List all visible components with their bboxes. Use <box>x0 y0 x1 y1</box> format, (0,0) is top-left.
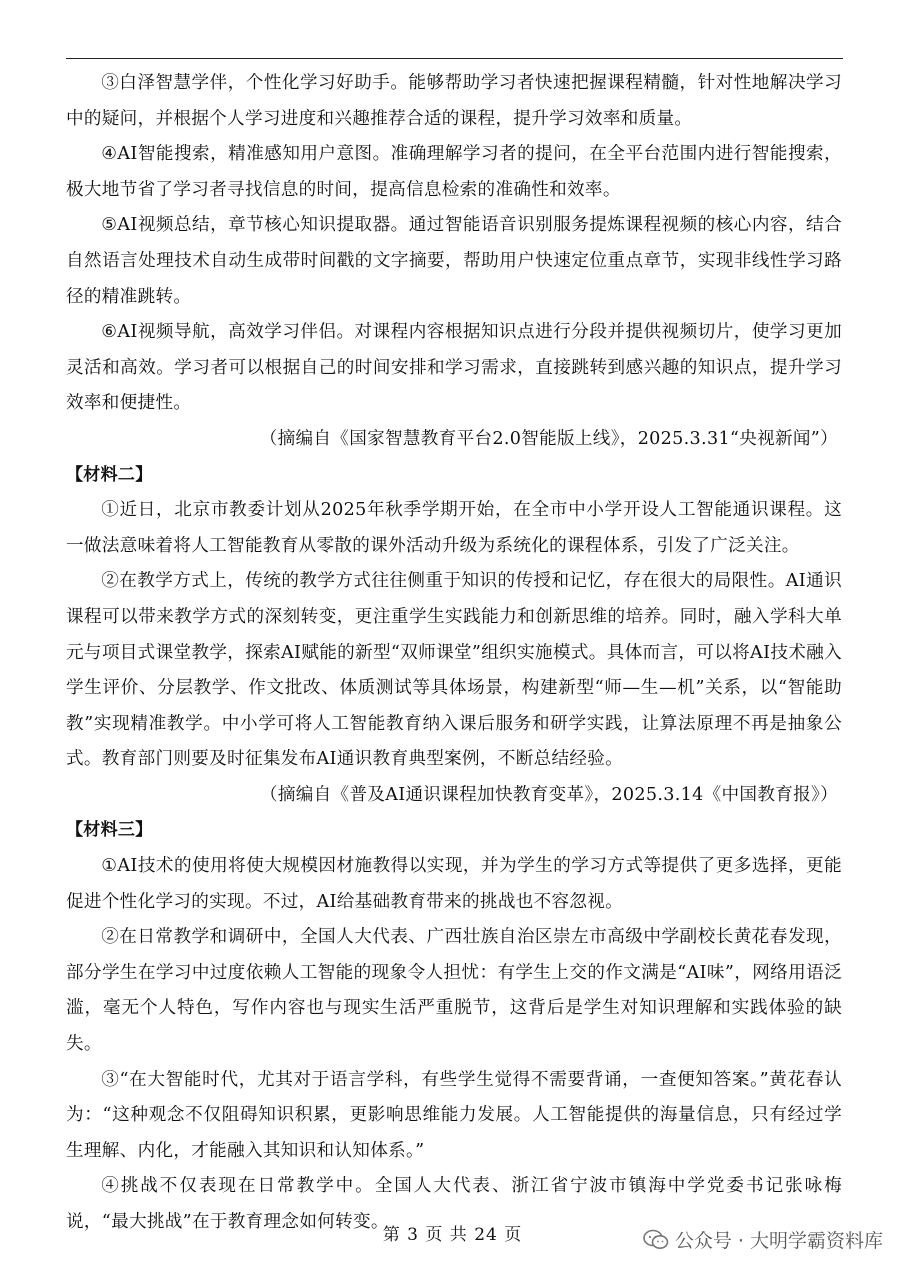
paragraph-5: ①近日，北京市教委计划从2025年秋季学期开始，在全市中小学开设人工智能通识课程。这一做法意味着将人工智能教育从零散的课外活动升级为系统化的课程体系，引发了广泛关注。 <box>66 500 842 556</box>
watermark <box>643 1226 883 1253</box>
document-body <box>66 66 842 1241</box>
paragraph-9: ③“在大智能时代，尤其对于语言学科，有些学生觉得不需要背诵，一查便知答案。”黄花春认为：“这种观念不仅阻碍知识积累，更影响思维能力发展。人工智能提供的海量信息，只有经过学生理解、内化，才能融入其知识和认知体系。” <box>66 1069 842 1161</box>
paragraph-7: ①AI技术的使用将使大规模因材施教得以实现，并为学生的学习方式等提供了更多选择，更能促进个性化学习的实现。不过，AI给基础教育带来的挑战也不容忽视。 <box>66 856 842 912</box>
section-heading-material-2: 【材料二】 <box>66 464 153 485</box>
paragraph-4: ⑥AI视频导航，高效学习伴侣。对课程内容根据知识点进行分段并提供视频切片，使学习更加灵活和高效。学习者可以根据自己的时间安排和学习需求，直接跳转到感兴趣的知识点，提升学习效率和便捷性。 <box>66 322 842 414</box>
paragraph-10: ④挑战不仅表现在日常教学中。全国人大代表、浙江省宁波市镇海中学党委书记张咏梅说，“最大挑战”在于教育理念如何转变。 <box>66 1176 842 1232</box>
watermark-text: 公众号 · 大明学霸资料库 <box>674 1230 883 1252</box>
source-citation-2: （摘编自《普及AI通识课程加快教育变革》，2025.3.14《中国教育报》） <box>259 784 838 805</box>
paragraph-2: ④AI智能搜索，精准感知用户意图。准确理解学习者的提问，在全平台范围内进行智能搜索，极大地节省了学习者寻找信息的时间，提高信息检索的准确性和效率。 <box>66 144 842 200</box>
page-number: 第 3 页 共 24 页 <box>382 1225 523 1245</box>
paragraph-6: ②在教学方式上，传统的教学方式往往侧重于知识的传授和记忆，存在很大的局限性。AI通识课程可以带来教学方式的深刻转变，更注重学生实践能力和创新思维的培养。同时，融入学科大单元与项目式课堂教学，探索AI赋能的新型“双师课堂”组织实施模式。具体而言，可以将AI技术融入学生评价、分层教学、作文批改、体质测试等具体场景，构建新型“师—生—机”关系，以“智能助教”实现精准教学。中小学可将人工智能教育纳入课后服务和研学实践，让算法原理不再是抽象公式。教育部门则要及时征集发布AI通识教育典型案例，不断总结经验。 <box>66 571 842 770</box>
source-citation-1: （摘编自《国家智慧教育平台2.0智能版上线》，2025.3.31“央视新闻”） <box>259 428 838 449</box>
wechat-icon <box>643 1229 669 1251</box>
paragraph-8: ②在日常教学和调研中，全国人大代表、广西壮族自治区崇左市高级中学副校长黄花春发现，部分学生在学习中过度依赖人工智能的现象令人担忧：有学生上交的作文满是“AI味”，网络用语泛滥，毫无个人特色，写作内容也与现实生活严重脱节，这背后是学生对知识理解和实践体验的缺失。 <box>66 927 842 1055</box>
section-heading-material-3: 【材料三】 <box>66 820 153 841</box>
top-rule <box>66 58 843 59</box>
paragraph-3: ⑤AI视频总结，章节核心知识提取器。通过智能语音识别服务提炼课程视频的核心内容，结合自然语言处理技术自动生成带时间戳的文字摘要，帮助用户快速定位重点章节，实现非线性学习路径的精准跳转。 <box>66 215 842 307</box>
paragraph-1: ③白泽智慧学伴，个性化学习好助手。能够帮助学习者快速把握课程精髓，针对性地解决学习中的疑问，并根据个人学习进度和兴趣推荐合适的课程，提升学习效率和质量。 <box>66 73 842 129</box>
